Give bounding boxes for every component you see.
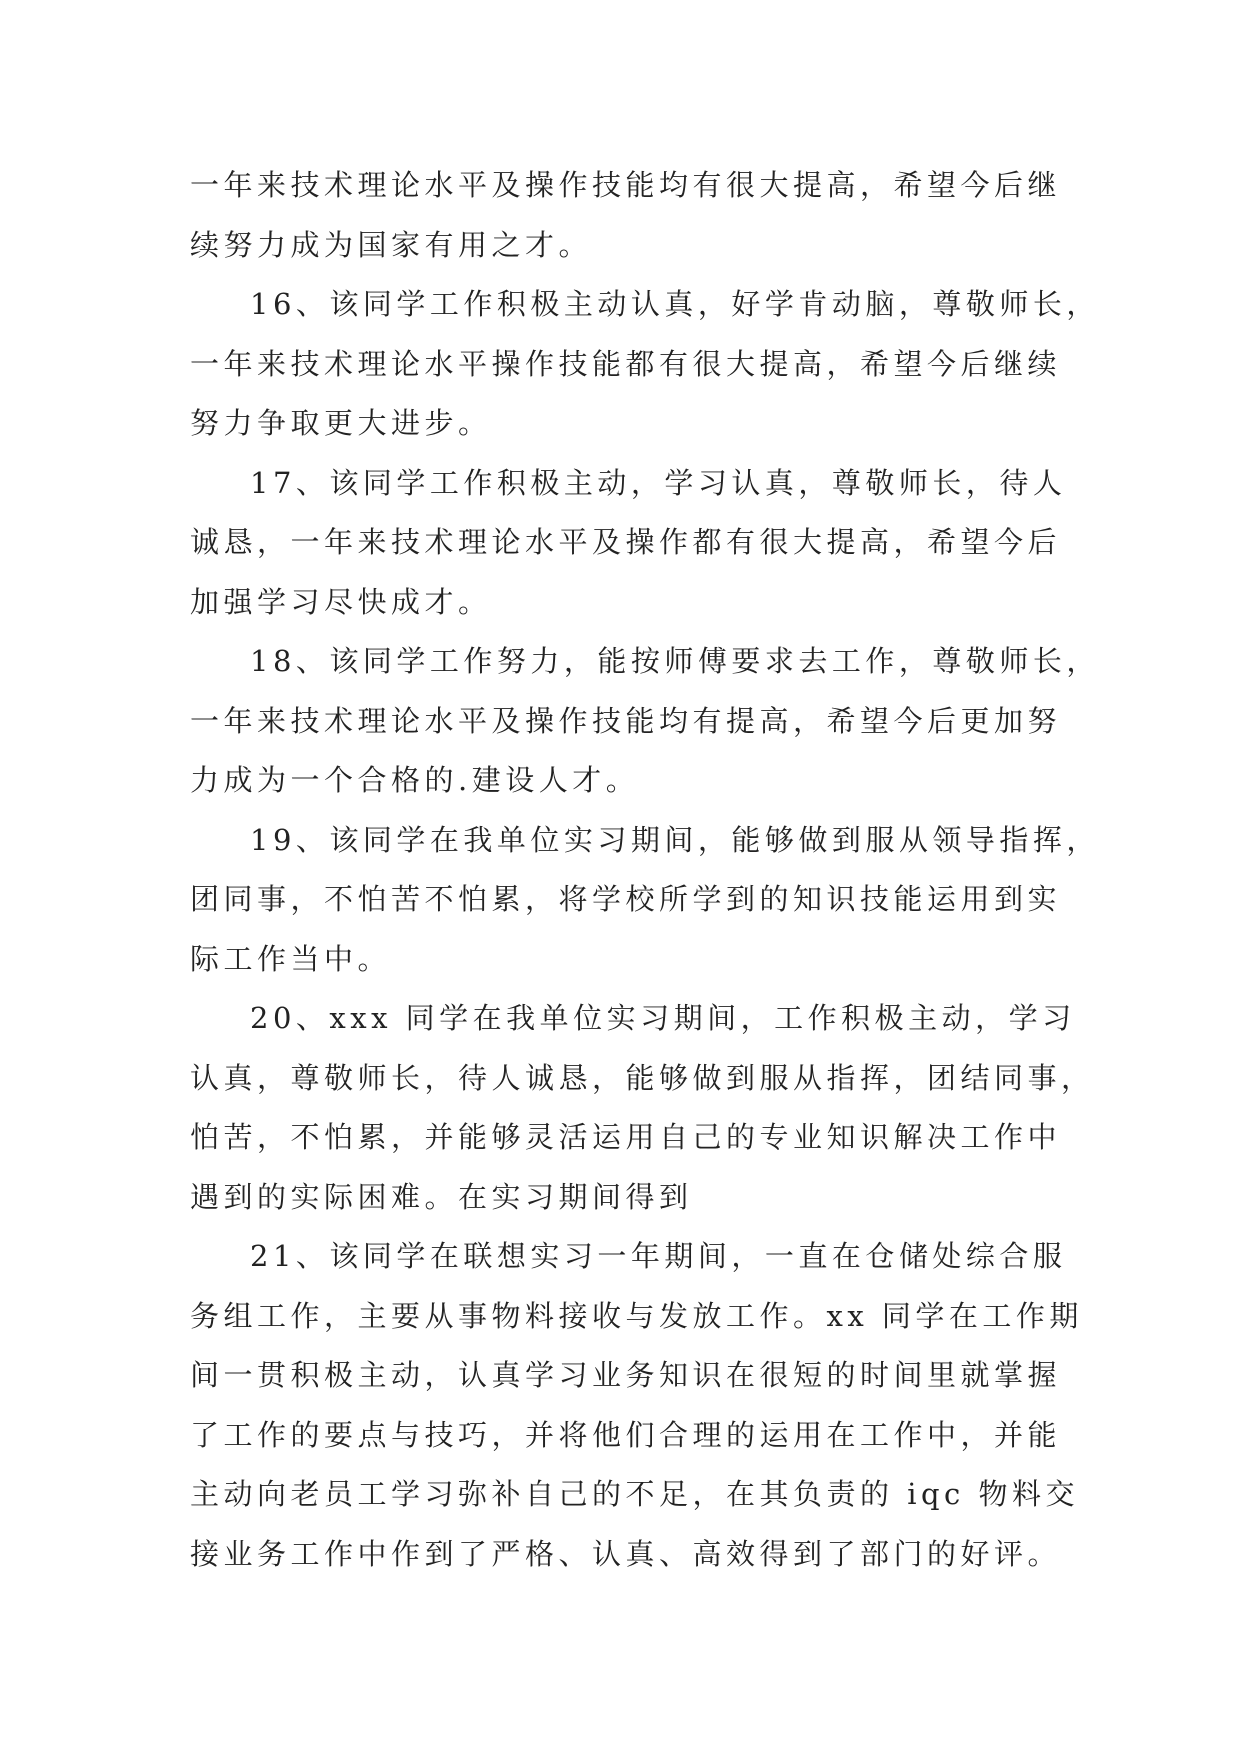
- paragraph-16: [190, 275, 1100, 454]
- text-line: 遇到的实际困难。在实习期间得到: [190, 1179, 693, 1214]
- text-line: 认真，尊敬师长，待人诚恳，能够做到服从指挥，团结同事，: [190, 1060, 1095, 1095]
- paragraph-15-continuation: [190, 156, 1062, 275]
- text-line: 17、该同学工作积极主动，学习认真，尊敬师长，待人: [250, 465, 1067, 500]
- text-line: 20、xxx 同学在我单位实习期间，工作积极主动，学习: [250, 1001, 1076, 1035]
- paragraph-19: [190, 811, 1100, 990]
- text-line: 19、该同学在我单位实习期间，能够做到服从领导指挥，: [250, 822, 1100, 857]
- text-line: 努力争取更大进步。: [190, 406, 492, 440]
- text-line: 团同事，不怕苦不怕累，将学校所学到的知识技能运用到实: [190, 882, 1062, 916]
- text-line: 一年来技术理论水平及操作技能均有提高，希望今后更加努: [190, 703, 1062, 738]
- text-line: 力成为一个合格的.建设人才。: [190, 763, 640, 797]
- text-line: 接业务工作中作到了严格、认真、高效得到了部门的好评。: [190, 1536, 1062, 1571]
- text-line: 怕苦，不怕累，并能够灵活运用自己的专业知识解决工作中: [190, 1120, 1062, 1154]
- text-line: 一年来技术理论水平操作技能都有很大提高，希望今后继续: [190, 346, 1062, 381]
- paragraph-17: [190, 454, 1067, 633]
- text-line: 际工作当中。: [190, 941, 392, 976]
- text-line: 18、该同学工作努力，能按师傅要求去工作，尊敬师长，: [250, 644, 1100, 678]
- text-line: 间一贯积极主动，认真学习业务知识在很短的时间里就掌握: [190, 1358, 1062, 1392]
- text-line: 21、该同学在联想实习一年期间，一直在仓储处综合服: [250, 1239, 1067, 1273]
- text-line: 主动向老员工学习弥补自己的不足，在其负责的 iqc 物料交: [190, 1477, 1080, 1511]
- paragraph-18: [190, 632, 1100, 811]
- text-line: 务组工作，主要从事物料接收与发放工作。xx 同学在工作期: [190, 1298, 1083, 1333]
- paragraph-21: [190, 1227, 1083, 1584]
- text-line: 一年来技术理论水平及操作技能均有很大提高，希望今后继: [190, 168, 1062, 202]
- text-line: 诚恳，一年来技术理论水平及操作都有很大提高，希望今后: [190, 525, 1062, 559]
- text-line: 续努力成为国家有用之才。: [190, 227, 593, 262]
- text-line: 了工作的要点与技巧，并将他们合理的运用在工作中，并能: [190, 1417, 1062, 1452]
- text-line: 16、该同学工作积极主动认真，好学肯动脑，尊敬师长，: [250, 287, 1100, 321]
- document-body: [190, 156, 1100, 1584]
- text-line: 加强学习尽快成才。: [190, 584, 492, 619]
- paragraph-20: [190, 989, 1095, 1227]
